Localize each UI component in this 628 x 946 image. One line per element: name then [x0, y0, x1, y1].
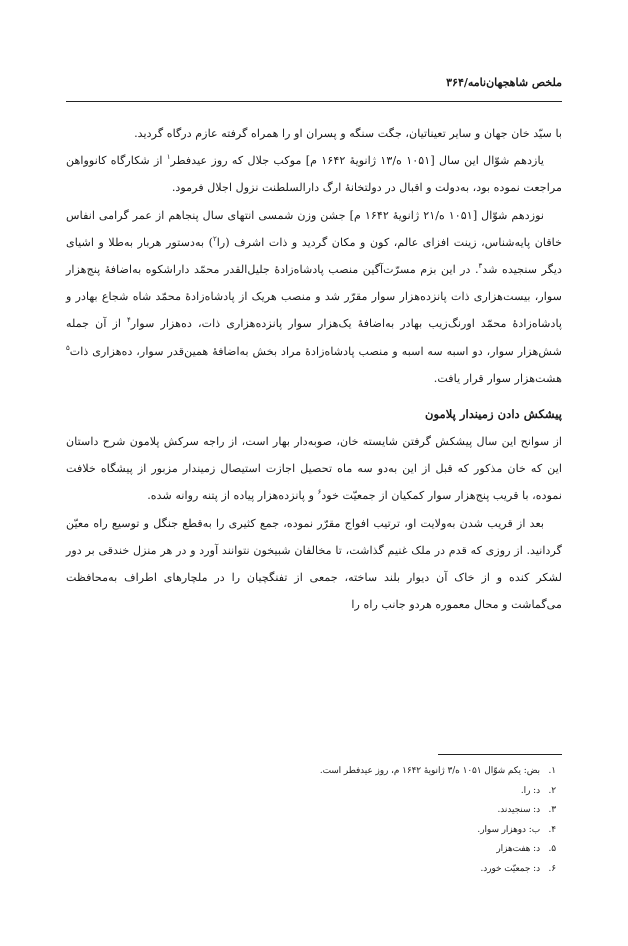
- footnote-text: د: را.: [520, 785, 540, 796]
- text-run: و پانزده‌هزار پیاده از پتنه روانه شده.: [147, 489, 318, 503]
- footnote-separator: [438, 754, 562, 755]
- footnote-text: د: سنجیدند.: [497, 805, 540, 816]
- footnote-text: د: جمعیّت خورد.: [480, 863, 540, 874]
- footnote-item: [66, 762, 562, 782]
- footnote-item: [66, 840, 562, 860]
- footnotes-list: [66, 762, 562, 880]
- footnote-text: ب: دوهزار سوار.: [477, 824, 540, 835]
- footnote-item: [66, 782, 562, 802]
- text-run: ) به‌دستور هربار به‌طلا و اشیای دیگر سنجیده شد: [66, 235, 563, 277]
- footnote-number: ۴.: [548, 824, 556, 835]
- footnote-item: [66, 801, 562, 821]
- footnote-text: بض: یکم شوّال ۱۰۵۱ ه/۳ ژانویهٔ ۱۶۴۲ م، روز عیدفطر است.: [319, 766, 540, 776]
- header-rule: [66, 101, 562, 102]
- body-text: [66, 120, 562, 618]
- text-run: یازدهم شوّال این سال [۱۰۵۱ ه/۱۳ ژانویهٔ ۱۶۴۲ م] موکب جلال که روز عیدفطر: [170, 154, 544, 168]
- section-heading: پیشکش دادن زمیندار پلامون: [425, 407, 562, 422]
- footnote-ref-3: ۳: [478, 262, 483, 271]
- book-page: [66, 0, 562, 946]
- footnote-text: د: هفت‌هزار: [496, 844, 540, 855]
- paragraph-3: [66, 202, 562, 392]
- footnote-ref-1: ۱: [166, 153, 171, 162]
- running-header: ملخص شاهجهان‌نامه/۳۶۴: [446, 76, 562, 89]
- footnote-item: [66, 821, 562, 841]
- footnote-item: [66, 860, 562, 880]
- footnote-number: ۳.: [548, 805, 556, 816]
- footnote-ref-6: ۶: [317, 488, 322, 497]
- paragraph-5: بعد از قریب شدن به‌ولایت او، ترتیب افواج مقرّر نموده، جمع کثیری را به‌قطع جنگل و توسیع راه معیّن گردانید. از روزی که قدم در ملک غنیم گذاشت، تا مخالفان شبیخون نتوانند آورد و در هر منزل خندقی بر دور لشکر کنده و از خاک آن دیوار بلند ساخته، جمعی از تفنگچیان را در ملچارهای اطراف به‌محافظت می‌گماشت و محال معموره هردو جانب راه را: [66, 516, 562, 612]
- footnote-number: ۶.: [548, 863, 556, 874]
- footnote-number: ۵.: [548, 844, 556, 855]
- paragraph-4: [66, 428, 562, 510]
- footnote-number: ۲.: [548, 785, 556, 796]
- paragraph-1: با سیّد خان جهان و سایر تعیناتیان، جگت سنگه و پسران او را همراه گرفته عازم درگاه گردید.: [134, 127, 562, 140]
- text-run: از سوانح این سال پیشکش گرفتن شایسته خان، صوبه‌دار بهار است، از راجه سرکش پلامون شرح داستان این که خان مذکور که قبل از این به‌دو سه ماه تحصیل اجازت استیصال زمیندار مزبور از پیشگاه خلافت نموده، با قریب پنج‌هزار سوار کمکیان از جمعیّت خود: [66, 435, 562, 503]
- text-run: نوزدهم شوّال [۱۰۵۱ ه/۲۱ ژانویهٔ ۱۶۴۲ م] جشن وزن شمسی انتهای سال پنجاهم از عمر گرامی انفاس خاقان پایه‌شناس، زینت افزای عالم، کون و مکان گردید و ذات اشرف (را: [66, 208, 562, 249]
- footnote-ref-2: ۲: [212, 234, 217, 243]
- footnote-number: ۱.: [548, 766, 556, 776]
- text-run: . در این بزم مسرّت‌آگین منصب پادشاه‌زادهٔ جلیل‌القدر محمّد داراشکوه به‌اضافهٔ پنج‌هزار سوار، بیست‌هزاری ذات پانزده‌هزار سوار مقرّر شد و منصب هریک از پادشاه‌زادهٔ محمّد شاه شجاع بهادر و پادشاه‌زادهٔ محمّد اورنگ‌زیب بهادر به‌اضافهٔ یک‌هزار سوار پانزده‌هزاری ذات، ده‌هزار سوار: [66, 263, 562, 331]
- text-run: هشت‌هزار سوار قرار یافت.: [433, 371, 562, 385]
- footnote-ref-4: ۴: [127, 316, 131, 325]
- footnote-ref-5: ۵: [66, 343, 70, 352]
- paragraph-2: [66, 147, 562, 201]
- text-run: از آن جمله شش‌هزار سوار، دو اسبه سه اسبه و منصب پادشاه‌زادهٔ مراد بخش به‌اضافهٔ همین‌قدر سوار، ده‌هزاری ذات: [66, 317, 562, 358]
- text-run: از شکارگاه کانوواهن مراجعت نموده بود، به‌دولت و اقبال در دولتخانهٔ ارگ دارالسلطنت نزول اجلال فرمود.: [66, 154, 562, 195]
